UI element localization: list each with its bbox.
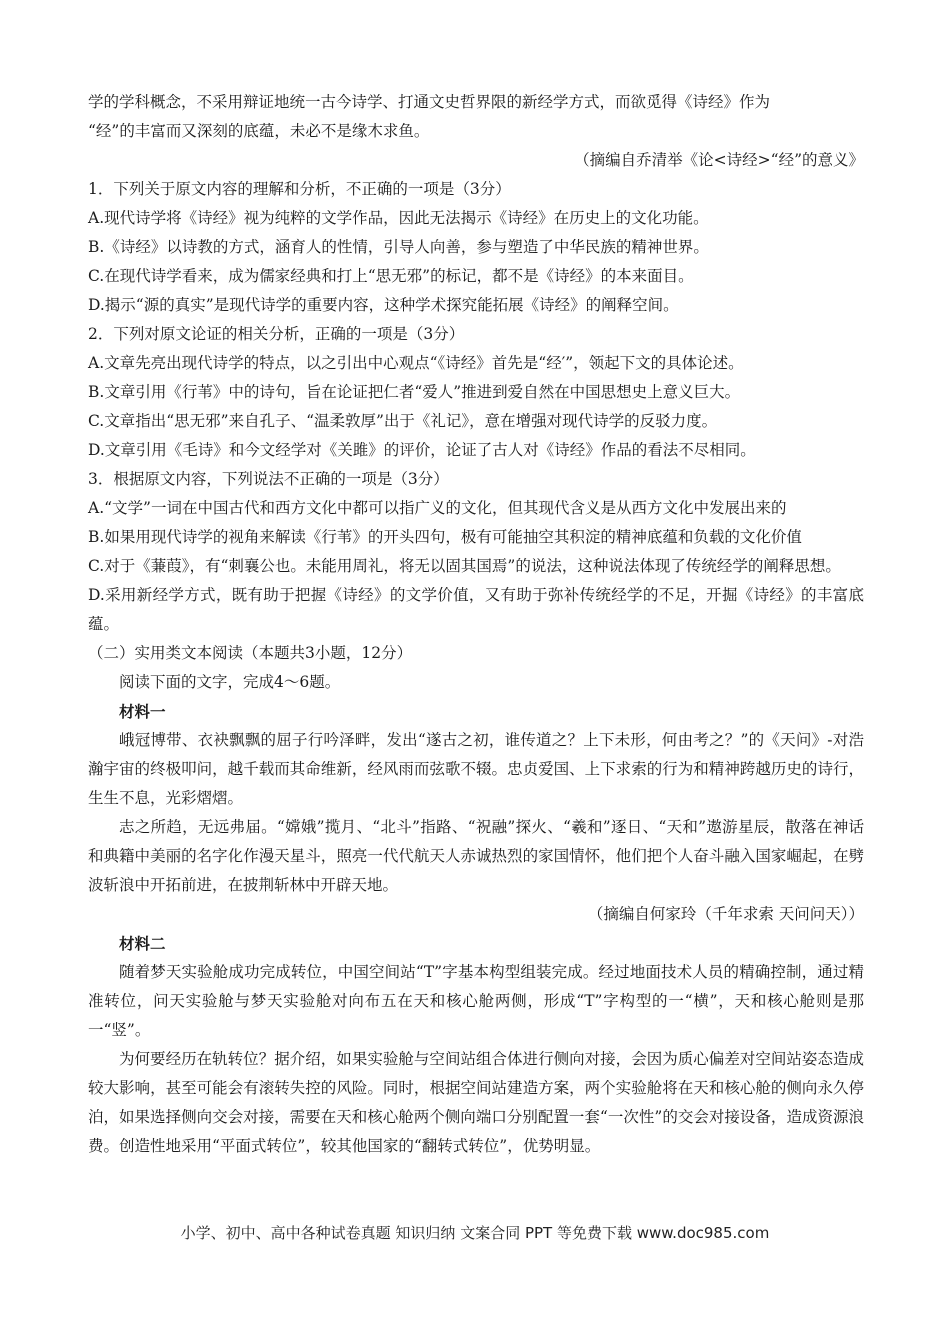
material-1-paragraph: 志之所趋，无远弗届。“嫦娥”揽月、“北斗”指路、“祝融”探火、“羲和”逐日、“天和”遨游星辰，散落在神话和典籍中美丽的名字化作漫天星斗，照亮一代代航天人赤诚热烈的家国情怀，他们把个人奋斗融入国家崛起，在劈波斩浪中开拓前进，在披荆斩林中开辟天地。	[88, 818, 864, 894]
question-3-option-d: D.采用新经学方式，既有助于把握《诗经》的文学价值，又有助于弥补传统经学的不足，开掘《诗经》的丰富底蕴。	[88, 586, 864, 633]
question-1-option-c: C.在现代诗学看来，成为儒家经典和打上“思无邪”的标记，都不是《诗经》的本来面目。	[88, 267, 694, 285]
question-3-option-c: C.对于《蒹葭》，有“刺襄公也。未能用周礼，将无以固其国焉”的说法，这种说法体现了传统经学的阐释思想。	[88, 557, 841, 575]
question-1-stem: 1．下列关于原文内容的理解和分析，不正确的一项是（3分）	[88, 180, 511, 198]
question-2-option-c: C.文章指出“思无邪”来自孔子、“温柔敦厚”出于《礼记》，意在增强对现代诗学的反驳力度。	[88, 412, 718, 430]
section-instruction: 阅读下面的文字，完成4～6题。	[119, 673, 341, 691]
material-2-label: 材料二	[119, 934, 166, 953]
question-3-option-b: B.如果用现代诗学的视角来解读《行苇》的开头四句，极有可能抽空其积淀的精神底蕴和负载的文化价值	[88, 528, 802, 546]
question-2-option-a: A.文章先亮出现代诗学的特点，以之引出中心观点“《诗经》首先是“经′”，领起下文的具体论述。	[88, 354, 744, 372]
question-1-option-d: D.揭示“源的真实”是现代诗学的重要内容，这种学术探究能拓展《诗经》的阐释空间。	[88, 296, 679, 314]
material-1-source: （摘编自何家玲（千年求索 天问问天））	[587, 905, 864, 923]
passage-line: 学的学科概念，不采用辩证地统一古今诗学、打通文史哲界限的新经学方式，而欲觅得《诗经》作为	[88, 93, 771, 111]
question-3-option-a: A.“文学”一词在中国古代和西方文化中都可以指广义的文化，但其现代含义是从西方文化中发展出来的	[88, 499, 787, 517]
footer-banner: 小学、初中、高中各种试卷真题 知识归纳 文案合同 PPT 等免费下载 www.doc985.com	[180, 1224, 770, 1242]
question-3-stem: 3．根据原文内容，下列说法不正确的一项是（3分）	[88, 470, 449, 488]
material-2-paragraph: 为何要经历在轨转位？据介绍，如果实验舱与空间站组合体进行侧向对接，会因为质心偏差对空间站姿态造成较大影响，甚至可能会有滚转失控的风险。同时，根据空间站建造方案，两个实验舱将在天和核心舱的侧向永久停泊，如果选择侧向交会对接，需要在天和核心舱两个侧向端口分别配置一套“一次性”的交会对接设备，造成资源浪费。创造性地采用“平面式转位”，较其他国家的“翻转式转位”，优势明显。	[88, 1050, 864, 1155]
section-heading: （二）实用类文本阅读（本题共3小题，12分）	[88, 644, 413, 662]
question-2-option-d: D.文章引用《毛诗》和今文经学对《关雎》的评价，论证了古人对《诗经》作品的看法不尽相同。	[88, 441, 756, 459]
passage-source: （摘编自乔清举《论<诗经>“经”的意义》	[574, 151, 864, 169]
passage-line: “经”的丰富而又深刻的底蕴，未必不是缘木求鱼。	[88, 122, 430, 140]
material-1-paragraph: 峨冠博带、衣袂飘飘的屈子行吟泽畔，发出“遂古之初，谁传道之？上下未形，何由考之？”的《天问》-对浩瀚宇宙的终极叩问，越千载而其命维新，经风雨而弦歌不辍。忠贞爱国、上下求索的行为和精神跨越历史的诗行，生生不息，光彩熠熠。	[88, 731, 864, 807]
document-page	[88, 88, 864, 1161]
question-2-option-b: B.文章引用《行苇》中的诗句，旨在论证把仁者“爱人”推进到爱自然在中国思想史上意义巨大。	[88, 383, 741, 401]
material-1-label: 材料一	[119, 702, 166, 721]
question-1-option-b: B.《诗经》以诗教的方式，涵育人的性情，引导人向善，参与塑造了中华民族的精神世界。	[88, 238, 709, 256]
material-2-paragraph: 随着梦天实验舱成功完成转位，中国空间站“T”字基本构型组装完成。经过地面技术人员的精确控制，通过精准转位，问天实验舱与梦天实验舱对向布五在天和核心舱两侧，形成“T”字构型的一“横”，天和核心舱则是那一“竖”。	[88, 963, 864, 1039]
question-2-stem: 2．下列对原文论证的相关分析，正确的一项是（3分）	[88, 325, 465, 343]
question-1-option-a: A.现代诗学将《诗经》视为纯粹的文学作品，因此无法揭示《诗经》在历史上的文化功能。	[88, 209, 709, 227]
